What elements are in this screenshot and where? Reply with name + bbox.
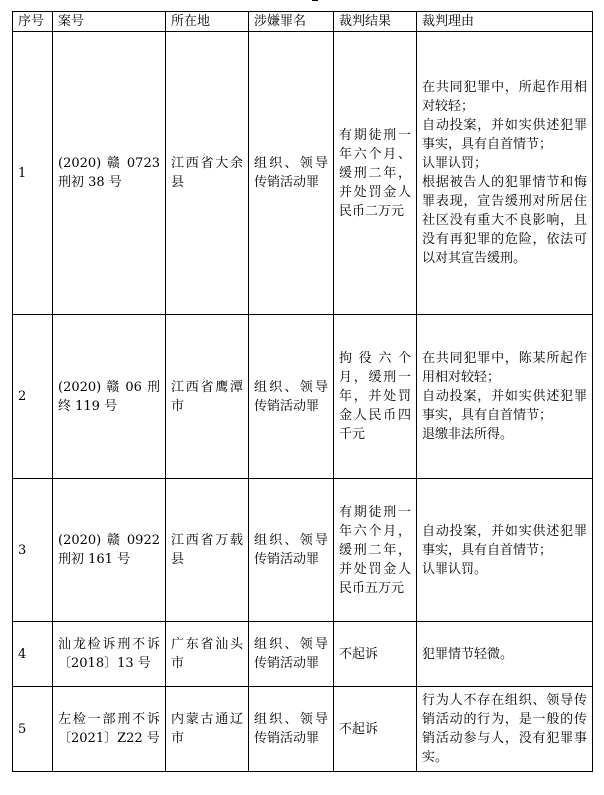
- header-no: 序号: [13, 12, 53, 32]
- cell-charge: 组织、领导传销活动罪: [249, 479, 334, 622]
- cell-no: 4: [13, 622, 53, 687]
- cell-case-number: 汕龙检诉刑不诉〔2018〕13 号: [53, 622, 166, 687]
- table-row: [13, 622, 593, 687]
- table-row: [13, 687, 593, 772]
- reason-line: 认罪认罚。: [422, 561, 488, 577]
- cell-reason: [417, 32, 593, 315]
- reason-line: 在共同犯罪中，所起作用相对较轻；: [422, 80, 587, 114]
- cell-charge: 组织、领导传销活动罪: [249, 315, 334, 479]
- cell-result: 不起诉: [334, 622, 417, 687]
- table-header-row: [13, 12, 593, 32]
- cell-location: 江西省万载县: [166, 479, 249, 622]
- reason-line: 根据被告人的犯罪情节和悔罪表现，宣告缓刑对所居住社区没有重大不良影响，且没有再犯罪的危险，依法可以对其宣告缓刑。: [422, 175, 587, 266]
- reason-line: 认罪认罚；: [422, 156, 488, 171]
- cell-no: 3: [13, 479, 53, 622]
- cell-case-number: (2020) 赣 06 刑终 119 号: [53, 315, 166, 479]
- reason-line: 犯罪情节轻微。: [422, 646, 514, 662]
- header-result: 裁判结果: [334, 12, 417, 32]
- table-row: [13, 32, 593, 315]
- cell-case-number: (2020) 赣 0723 刑初 38 号: [53, 32, 166, 315]
- cell-result: 不起诉: [334, 687, 417, 772]
- cell-result: 拘役六个月，缓刑一年，并处罚金人民币四千元: [334, 315, 417, 479]
- cell-location: 内蒙古通辽市: [166, 687, 249, 772]
- cell-reason: [417, 479, 593, 622]
- reason-line: 行为人不存在组织、领导传销活动的行为，是一般的传销活动参与人，没有犯罪事实。: [422, 693, 587, 765]
- cell-result: 有期徒刑一年六个月，缓刑二年，并处罚金人民币五万元: [334, 479, 417, 622]
- cell-no: 2: [13, 315, 53, 479]
- header-reason: 裁判理由: [417, 12, 593, 32]
- cell-reason: [417, 622, 593, 687]
- reason-line: 在共同犯罪中，陈某所起作用相对较轻；: [422, 351, 587, 385]
- cell-location: 江西省大余县: [166, 32, 249, 315]
- document-page: [12, 0, 592, 795]
- case-table: [12, 11, 593, 772]
- reason-line: 退缴非法所得。: [422, 427, 514, 442]
- cell-result: 有期徒刑一年六个月、缓刑二年，并处罚金人民币二万元: [334, 32, 417, 315]
- cell-location: 广东省汕头市: [166, 622, 249, 687]
- cell-no: 1: [13, 32, 53, 315]
- cell-case-number: 左检一部刑不诉〔2021〕Z22 号: [53, 687, 166, 772]
- table-row: [13, 315, 593, 479]
- header-location: 所在地: [166, 12, 249, 32]
- cell-no: 5: [13, 687, 53, 772]
- cell-location: 江西省鹰潭市: [166, 315, 249, 479]
- reason-line: 自动投案，并如实供述犯罪事实，具有自首情节；: [422, 523, 587, 558]
- cell-charge: 组织、领导传销活动罪: [249, 622, 334, 687]
- cell-case-number: (2020) 赣 0922 刑初 161 号: [53, 479, 166, 622]
- table-row: [13, 479, 593, 622]
- reason-line: 自动投案，并如实供述犯罪事实，具有自首情节；: [422, 118, 587, 152]
- cell-charge: 组织、领导传销活动罪: [249, 687, 334, 772]
- cell-reason: [417, 687, 593, 772]
- cell-charge: 组织、领导传销活动罪: [249, 32, 334, 315]
- page-top-mark: [312, 0, 318, 4]
- cell-reason: [417, 315, 593, 479]
- header-case-number: 案号: [53, 12, 166, 32]
- reason-line: 自动投案，并如实供述犯罪事实，具有自首情节；: [422, 389, 587, 423]
- header-charge: 涉嫌罪名: [249, 12, 334, 32]
